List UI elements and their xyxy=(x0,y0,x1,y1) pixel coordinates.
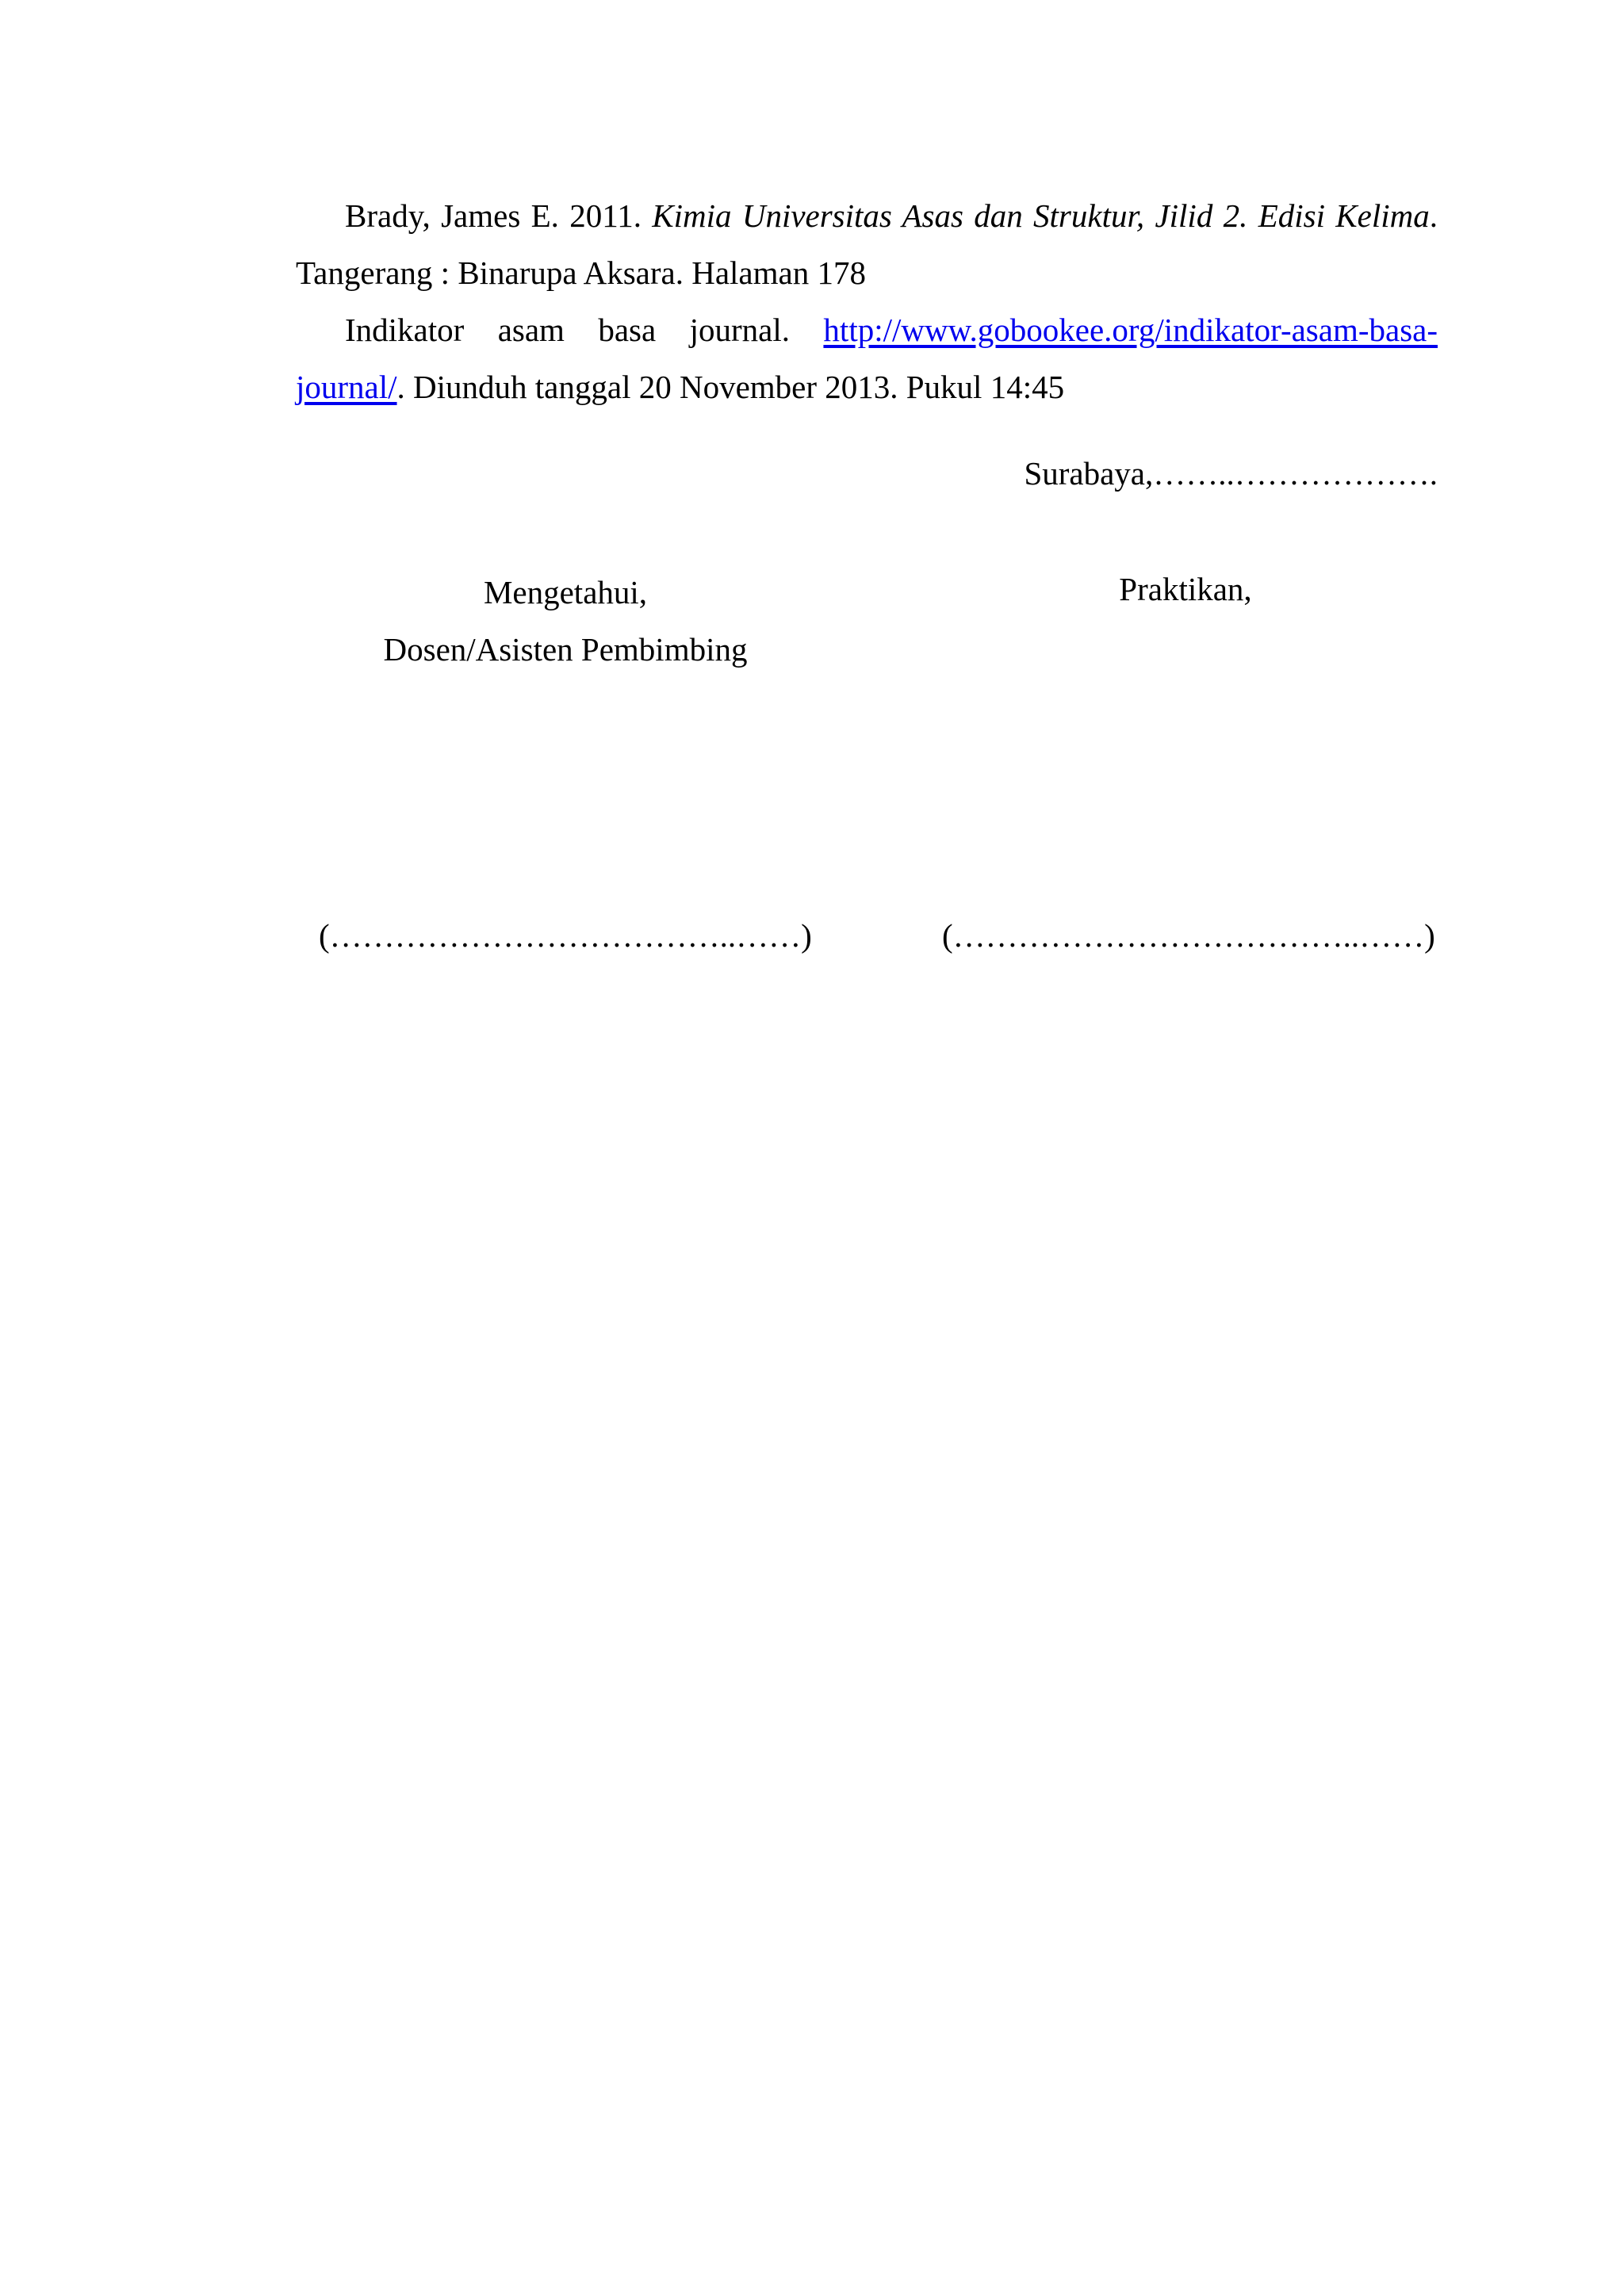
reference-list xyxy=(296,187,1438,415)
reference-link[interactable]: http://www.gobookee.org/indikator-asam-basa-journal/ xyxy=(296,312,1438,405)
signature-block-supervisor xyxy=(312,564,819,678)
reference-access-date: . Diunduh tanggal 20 November 2013. Pukul 14:45 xyxy=(396,369,1065,405)
reference-publisher: . Tangerang : Binarupa Aksara. Halaman 178 xyxy=(296,197,1438,291)
place-date-line: Surabaya,……..………………. xyxy=(1024,455,1438,492)
signature-block-student xyxy=(932,561,1439,618)
supervisor-title-label: Dosen/Asisten Pembimbing xyxy=(383,631,748,668)
reference-brady xyxy=(296,187,1438,301)
student-role-label: Praktikan, xyxy=(1119,571,1252,607)
supervisor-signature-blank: (………………………………..……) xyxy=(319,917,812,954)
supervisor-role-label: Mengetahui, xyxy=(483,574,648,610)
reference-source-name: Indikator asam basa journal. xyxy=(345,312,824,348)
reference-book-title: Kimia Universitas Asas dan Struktur, Jilid 2. Edisi Kelima xyxy=(652,197,1430,234)
reference-indikator xyxy=(296,301,1438,415)
student-signature-blank: (………………………………..……) xyxy=(942,917,1435,954)
reference-author-year: Brady, James E. 2011. xyxy=(345,197,653,234)
